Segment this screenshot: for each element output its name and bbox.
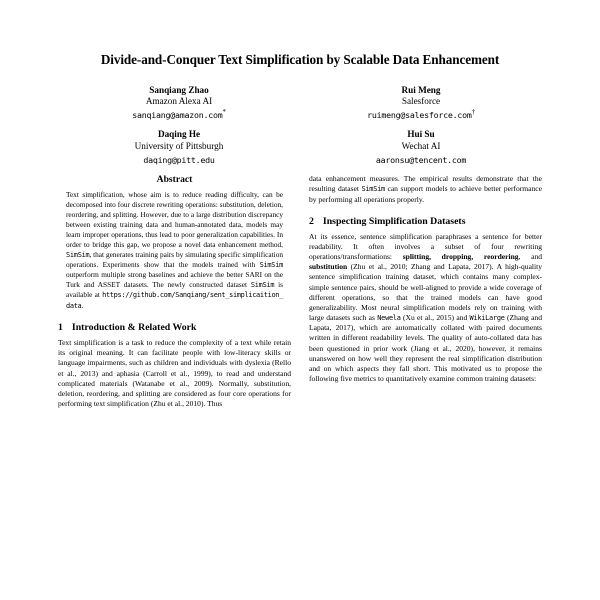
- author-email-text: ruimeng@salesforce.com: [367, 109, 472, 120]
- author-entry: [58, 85, 300, 121]
- abstract-text-1: Text simplification, whose aim is to reduce reading difficulty, can be decomposed into four discrete rewriting operations: substitution, deletion, reordering, and splitting. However, due to a large distribution discrepancy between existing training data and human-annotated data, models may learn improper operations, thus lead to poor generalization capabilities. In order to bridge this gap, we propose a novel data enhancement method,: [66, 190, 283, 249]
- author-footnote-marker: †: [471, 108, 475, 117]
- abstract-body: [58, 190, 291, 311]
- author-name: Daqing He: [157, 129, 201, 140]
- simsim-mention: SimSim: [259, 260, 283, 269]
- section-heading-introduction: [58, 322, 291, 333]
- abstract-text-4: is available at: [66, 280, 283, 300]
- section-number: 1: [58, 322, 63, 334]
- section2-text-a: At its essence, sentence simplification paraphrases a sentence for better readability. It often involves a subset of four rewriting operations/transformations:: [309, 231, 542, 262]
- continued-paragraph: [309, 174, 542, 205]
- section-heading-inspecting-datasets: [309, 216, 542, 227]
- section2-text-d: (Xu et al., 2015) and: [400, 313, 470, 322]
- dataset-wikilarge: WikiLarge: [469, 314, 505, 322]
- author-affiliation: Salesforce: [401, 96, 441, 107]
- left-column: [58, 174, 291, 409]
- simsim-mention: SimSim: [250, 281, 275, 290]
- author-row: [58, 85, 542, 121]
- substitution-bold: substitution: [309, 262, 348, 272]
- author-email-text: sanqiang@amazon.com: [132, 109, 223, 120]
- simsim-mention: SimSim: [66, 250, 90, 259]
- author-affiliation: Amazon Alexa AI: [145, 96, 213, 107]
- section2-text-c: (Zhu et al., 2010; Zhang and Lapata, 2017). A high-quality sentence simplification training dataset, which contains many complex-simple sentence pairs, should be well-aligned to provide a wide coverage of different operations, so that the trained models can have good generalizability. Most neural simplification models rely on training with large datasets such as: [309, 262, 542, 322]
- author-email: [58, 153, 300, 165]
- abstract-text-3: outperform multiple strong baselines and achieve the better SARI on the Turk and ASSET datasets. The newly constructed dataset: [66, 270, 283, 290]
- abstract-text-2: , that generates training pairs by simulating specific simplification operations. Experiments show that the models trained with: [66, 249, 283, 269]
- section2-paragraph: [309, 232, 542, 384]
- author-email: [300, 108, 542, 120]
- author-email: [58, 108, 300, 120]
- section-title: Inspecting Simplification Datasets: [322, 215, 466, 227]
- introduction-paragraph: Text simplification is a task to reduce the complexity of a text while retain its original meaning. It can facilitate people with low-literacy skills or language impairments, such as children and individuals with dyslexia (Rello et al., 2013) and aphasia (Carroll et al., 1999), to read and understand complicated materials (Watanabe et al., 2009). Normally, substitution, deletion, reordering, and splitting are considered as four core operations for performing text simplification (Zhu et al., 2010). Thus: [58, 338, 291, 408]
- author-name: Hui Su: [407, 129, 435, 140]
- author-affiliation: Wechat AI: [401, 141, 441, 152]
- right-column: [309, 174, 542, 409]
- author-block: [58, 85, 542, 166]
- author-affiliation: University of Pittsburgh: [134, 141, 224, 152]
- page-title: Divide-and-Conquer Text Simplification by Scalable Data Enhancement: [100, 52, 500, 67]
- author-entry: [300, 129, 542, 165]
- section-number: 2: [309, 215, 314, 227]
- author-email-text: aaronsu@tencent.com: [375, 154, 467, 165]
- continued-text-1: data enhancement measures. The empirical results demonstrate that the resulting dataset: [309, 174, 542, 194]
- abstract-paragraph: [66, 190, 283, 311]
- author-email-text: daqing@pitt.edu: [143, 154, 215, 165]
- continued-text-2: can support models to achieve better performance by performing all operations properly.: [309, 184, 542, 204]
- section2-text-e: (Zhang and Lapata, 2017), which are automatically collated with paired documents written in different readability levels. The quality of auto-collated data has been questioned in prior work (Jiang et al., 2020), however, it remains unanswered on how well they represent the real simplification distribution and on which aspects they fall short. This motivated us to propose the following five metrics to quantitatively examine common training datasets:: [309, 313, 542, 383]
- section-title: Introduction & Related Work: [71, 322, 197, 334]
- author-entry: [300, 85, 542, 121]
- dataset-newela: Newela: [377, 314, 401, 322]
- dataset-url[interactable]: https://github.com/Sanqiang/sent_simplicaition_data: [66, 291, 283, 310]
- author-footnote-marker: *: [222, 108, 226, 117]
- abstract-heading: Abstract: [156, 174, 193, 186]
- author-entry: [58, 129, 300, 165]
- abstract-text-5: .: [81, 300, 84, 310]
- author-name: Sanqiang Zhao: [149, 84, 209, 95]
- author-row: [58, 129, 542, 165]
- simsim-mention: SimSim: [361, 185, 385, 194]
- author-email: [300, 153, 542, 165]
- operations-bold: splitting, dropping, reordering: [402, 252, 519, 262]
- author-name: Rui Meng: [401, 84, 441, 95]
- section2-text-b: , and: [518, 252, 543, 262]
- two-column-body: [58, 174, 542, 409]
